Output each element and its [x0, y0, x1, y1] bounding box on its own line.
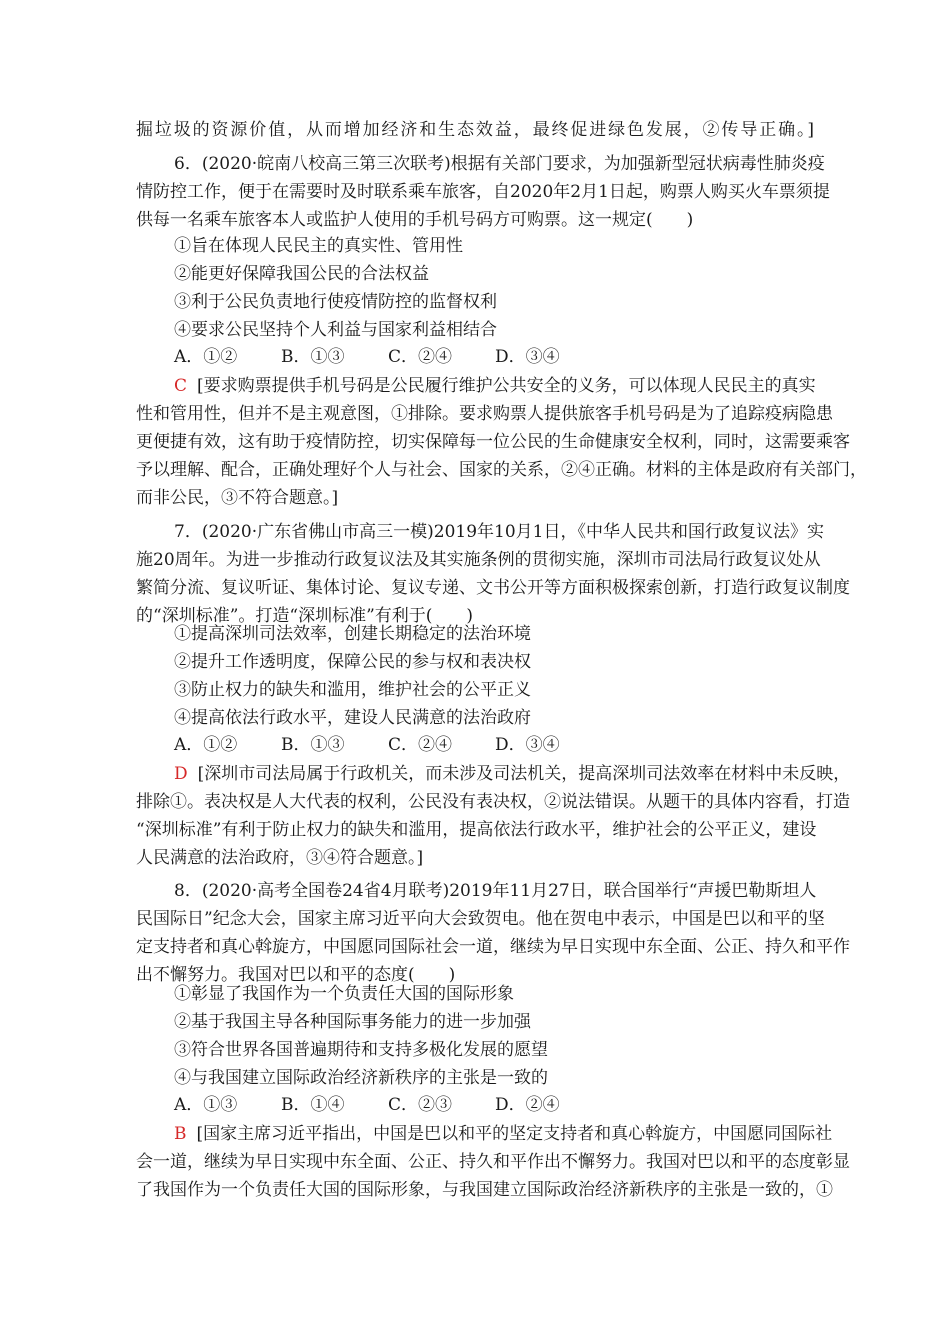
q7-item-3: ③防止权力的缺失和滥用，维护社会的公平正义: [174, 680, 531, 700]
q8-option-b: B．①④: [281, 1095, 345, 1115]
q8-explanation-text-1: [国家主席习近平指出，中国是巴以和平的坚定支持者和真心斡旋方，中国愿同国际社: [196, 1124, 833, 1144]
q7-stem-line-2: 施20周年。为进一步推动行政复议法及其实施条例的贯彻实施，深圳市司法局行政复议处从: [136, 550, 821, 570]
q7-item-1: ①提高深圳司法效率，创建长期稳定的法治环境: [174, 624, 531, 644]
q6-item-3: ③利于公民负责地行使疫情防控的监督权利: [174, 292, 497, 312]
q6-stem-line-2: 情防控工作，便于在需要时及时联系乘车旅客，自2020年2月1日起，购票人购买火车票须提: [136, 182, 830, 202]
q6-stem-line-3: 供每一名乘车旅客本人或监护人使用的手机号码方可购票。这一规定( ): [136, 210, 694, 230]
q8-explanation-line-3: 了我国作为一个负责任大国的国际形象，与我国建立国际政治经济新秩序的主张是一致的，①: [136, 1180, 833, 1200]
q7-options: [174, 731, 602, 759]
q7-item-4: ④提高依法行政水平，建设人民满意的法治政府: [174, 708, 531, 728]
q6-explanation-line-5: 而非公民，③不符合题意。]: [136, 488, 339, 508]
q8-answer: B: [174, 1124, 187, 1144]
continued-explanation-line: 掘垃圾的资源价值，从而增加经济和生态效益，最终促进绿色发展，②传导正确。]: [136, 120, 814, 140]
q7-answer: D: [174, 764, 188, 784]
q8-option-d: D．②④: [495, 1095, 560, 1115]
q8-item-1: ①彰显了我国作为一个负责任大国的国际形象: [174, 984, 514, 1004]
q8-item-4: ④与我国建立国际政治经济新秩序的主张是一致的: [174, 1068, 548, 1088]
q8-stem-line-1: 8．(2020·高考全国卷24省4月联考)2019年11月27日，联合国举行“声援巴勒斯坦人: [174, 881, 817, 901]
q7-explanation-line-1: [174, 760, 851, 788]
q7-option-b: B．①③: [281, 735, 345, 755]
q6-option-d: D．③④: [495, 347, 560, 367]
q8-explanation-line-1: [174, 1120, 833, 1148]
q7-stem-line-3: 繁简分流、复议听证、集体讨论、复议专递、文书公开等方面积极探索创新，打造行政复议制度: [136, 578, 850, 598]
q6-option-b: B．①③: [281, 347, 345, 367]
q6-item-1: ①旨在体现人民民主的真实性、管用性: [174, 236, 463, 256]
q6-item-2: ②能更好保障我国公民的合法权益: [174, 264, 429, 284]
q6-stem-line-1: 6．(2020·皖南八校高三第三次联考)根据有关部门要求，为加强新型冠状病毒性肺炎疫: [174, 154, 825, 174]
q6-explanation-line-4: 予以理解、配合，正确处理好个人与社会、国家的关系，②④正确。材料的主体是政府有关部门，: [136, 460, 867, 480]
q7-option-a: A．①②: [174, 735, 238, 755]
q6-option-a: A．①②: [174, 347, 238, 367]
q8-item-2: ②基于我国主导各种国际事务能力的进一步加强: [174, 1012, 531, 1032]
q8-option-c: C．②③: [388, 1095, 453, 1115]
q8-stem-line-4: 出不懈努力。我国对巴以和平的态度( ): [136, 965, 456, 985]
q6-item-4: ④要求公民坚持个人利益与国家利益相结合: [174, 320, 497, 340]
q8-item-3: ③符合世界各国普遍期待和支持多极化发展的愿望: [174, 1040, 548, 1060]
q8-option-a: A．①③: [174, 1095, 238, 1115]
q7-stem-line-1: 7．(2020·广东省佛山市高三一模)2019年10月1日，《中华人民共和国行政复议法》实: [174, 522, 824, 542]
q6-explanation-line-3: 更便捷有效，这有助于疫情防控，切实保障每一位公民的生命健康安全权利，同时，这需要乘客: [136, 432, 850, 452]
q6-explanation-line-1: [174, 372, 814, 400]
q7-explanation-text-1: [深圳市司法局属于行政机关，而未涉及司法机关，提高深圳司法效率在材料中未反映，: [197, 764, 851, 784]
q8-stem-line-3: 定支持者和真心斡旋方，中国愿同国际社会一道，继续为早日实现中东全面、公正、持久和平作: [136, 937, 850, 957]
q6-explanation-text-1: [要求购票提供手机号码是公民履行维护公共安全的义务，可以体现人民民主的真实: [197, 376, 816, 396]
q6-explanation-line-2: 性和管用性，但并不是主观意图，①排除。要求购票人提供旅客手机号码是为了追踪疫病隐患: [136, 404, 833, 424]
q8-stem-line-2: 民国际日”纪念大会，国家主席习近平向大会致贺电。他在贺电中表示，中国是巴以和平的坚: [136, 909, 825, 929]
q7-explanation-line-3: “深圳标准”有利于防止权力的缺失和滥用，提高依法行政水平，维护社会的公平正义，建设: [136, 820, 817, 840]
q6-option-c: C．②④: [388, 347, 453, 367]
q6-options: [174, 343, 602, 371]
q8-explanation-line-2: 会一道，继续为早日实现中东全面、公正、持久和平作出不懈努力。我国对巴以和平的态度彰显: [136, 1152, 850, 1172]
q7-option-d: D．③④: [495, 735, 560, 755]
q7-item-2: ②提升工作透明度，保障公民的参与权和表决权: [174, 652, 531, 672]
q6-answer: C: [174, 376, 188, 396]
q7-explanation-line-4: 人民满意的法治政府，③④符合题意。]: [136, 848, 424, 868]
q7-explanation-line-2: 排除①。表决权是人大代表的权利，公民没有表决权，②说法错误。从题干的具体内容看，打造: [136, 792, 850, 812]
q8-options: [174, 1091, 602, 1119]
q7-option-c: C．②④: [388, 735, 453, 755]
q7-stem-line-4: 的“深圳标准”。打造“深圳标准”有利于( ): [136, 606, 474, 626]
